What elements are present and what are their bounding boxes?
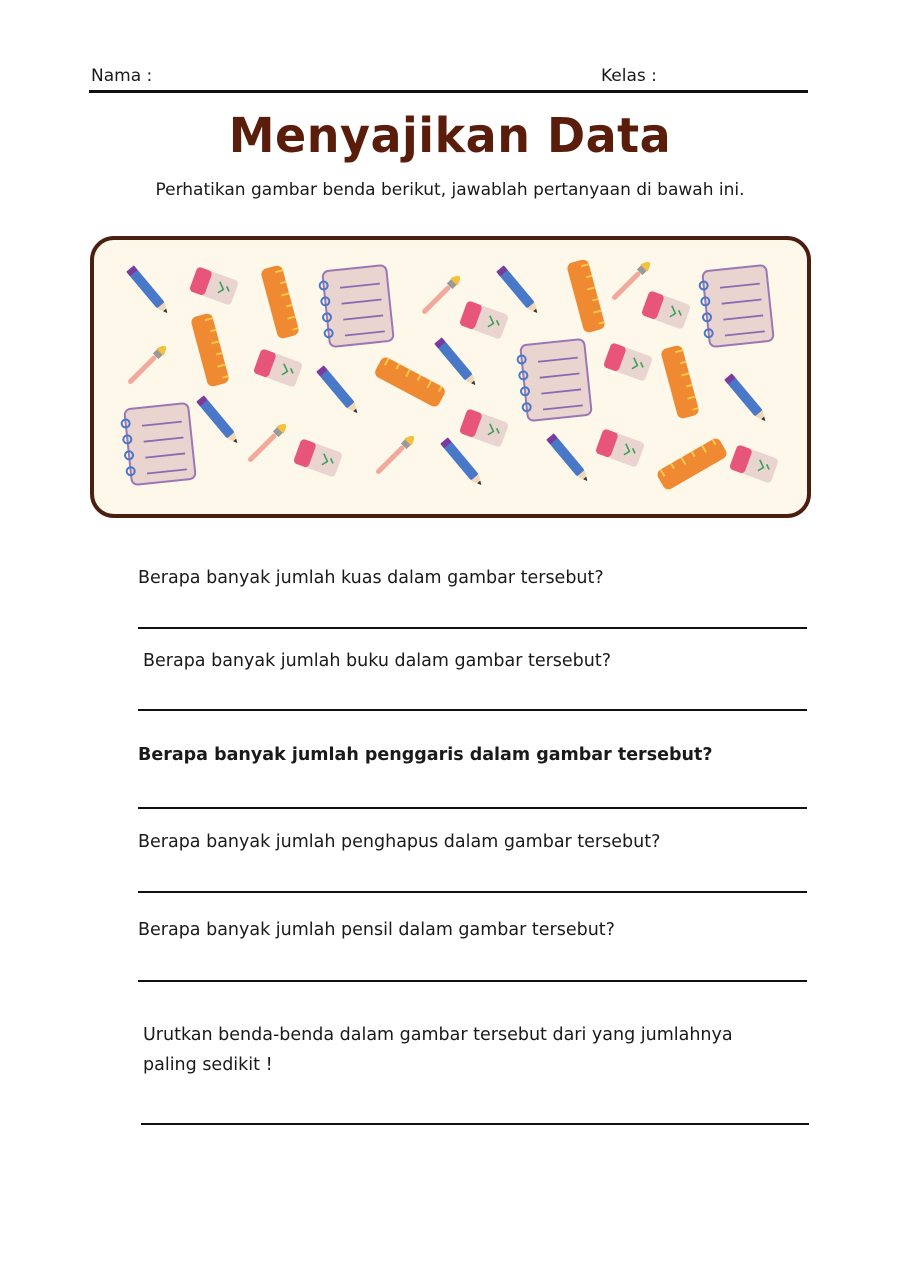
pencil-icon [196,395,241,446]
notebook-icon [698,265,774,348]
pencil-icon [546,433,591,484]
ruler-icon [190,312,230,387]
question-order-line2: paling sedikit ! [143,1055,273,1075]
ruler-icon [660,344,700,419]
answer-line-rulers[interactable] [138,807,807,809]
brush-icon [419,273,463,317]
eraser-icon [729,444,779,483]
question-rulers: Berapa banyak jumlah penggaris dalam gambar tersebut? [138,745,713,765]
question-pencils: Berapa banyak jumlah pensil dalam gambar tersebut? [138,920,615,940]
question-books: Berapa banyak jumlah buku dalam gambar tersebut? [143,651,612,671]
pencil-icon [724,373,769,424]
ruler-icon [655,436,728,491]
eraser-icon [603,342,653,381]
answer-line-pencils[interactable] [138,980,807,982]
question-brushes: Berapa banyak jumlah kuas dalam gambar tersebut? [138,568,604,588]
ruler-icon [260,264,300,339]
notebook-icon [120,403,196,486]
stationery-illustration [90,236,811,518]
brush-icon [245,421,289,465]
answer-line-erasers[interactable] [138,891,807,893]
question-erasers: Berapa banyak jumlah penghapus dalam gambar tersebut? [138,832,661,852]
eraser-icon [459,408,509,447]
answer-line-books[interactable] [138,709,807,711]
header-divider [89,90,808,93]
eraser-icon [595,428,645,467]
notebook-icon [516,339,592,422]
brush-icon [125,343,169,387]
notebook-icon [318,265,394,348]
eraser-icon [293,438,343,477]
pencil-icon [316,365,361,416]
eraser-icon [253,348,303,387]
class-label: Kelas : [601,66,657,86]
page-title: Menyajikan Data [228,106,672,164]
pencil-icon [126,265,171,316]
eraser-icon [459,300,509,339]
eraser-icon [189,266,239,305]
pencil-icon [496,265,541,316]
pencil-icon [434,337,479,388]
brush-icon [609,259,653,303]
ruler-icon [566,258,606,333]
question-order-line1: Urutkan benda-benda dalam gambar tersebut dari yang jumlahnya [143,1025,733,1045]
answer-line-brushes[interactable] [138,627,807,629]
brush-icon [373,433,417,477]
name-label: Nama : [91,66,153,86]
answer-line-order[interactable] [141,1123,809,1125]
eraser-icon [641,290,691,329]
ruler-icon [373,355,447,408]
instruction-text: Perhatikan gambar benda berikut, jawablah pertanyaan di bawah ini. [155,180,745,200]
pencil-icon [440,437,485,488]
